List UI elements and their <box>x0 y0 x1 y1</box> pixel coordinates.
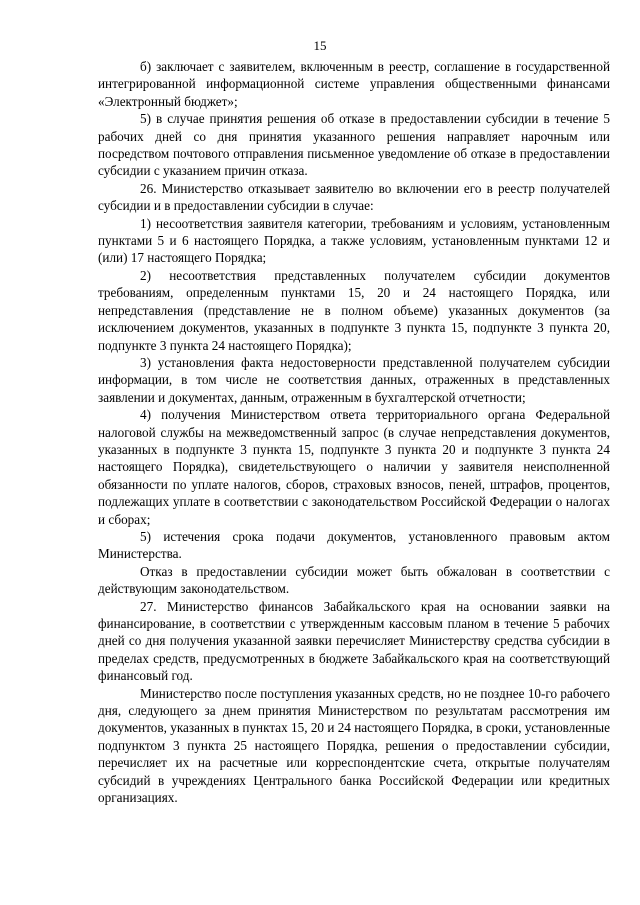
paragraph-transfer: Министерство после поступления указанных средств, но не позднее 10-го рабочего дня, следующего за днем принятия Министерством по результатам рассмотрения им документов, указанных в пунктах 15, 20 и 24 настоящего Порядка, в сроки, установленные подпунктом 3 пункта 25 настоящего Порядка, решения о предоставлении субсидии, перечисляет их на расчетные или корреспондентские счета, открытые получателям субсидий в учреждениях Центрального банка Российской Федерации или кредитных организациях. <box>98 685 610 806</box>
paragraph-26-item-3: 3) установления факта недостоверности представленной получателем субсидии информации, в том числе не соответствия данных, отраженных в представленных заявлении и документах, данным, отраженным в бухгалтерской отчетности; <box>98 354 610 405</box>
paragraph-26-item-5: 5) истечения срока подачи документов, установленного правовым актом Министерства. <box>98 528 610 562</box>
paragraph-6-agreement: б) заключает с заявителем, включенным в реестр, соглашение в государственной интегрированной информационной системе управления общественными финансами «Электронный бюджет»; <box>98 59 610 109</box>
paragraph-27: 27. Министерство финансов Забайкальского края на основании заявки на финансирование, в соответствии с утвержденным кассовым планом в течение 5 рабочих дней со дня получения указанной заявки перечисляет Министерству средства субсидии в пределах средств, предусмотренных в бюджете Забайкальского края на соответствующий финансовый год. <box>98 598 610 684</box>
page-number: 15 <box>313 38 327 53</box>
paragraph-5-refusal-notice: 5) в случае принятия решения об отказе в предоставлении субсидии в течение 5 рабочих дней со дня принятия указанного решения направляет нарочным или посредством почтового отправления письменное уведомление об отказе в предоставлении субсидии с указанием причин отказа. <box>98 111 610 179</box>
paragraph-26-intro: 26. Министерство отказывает заявителю во включении его в реестр получателей субсидии и в предоставлении субсидии в случае: <box>98 180 610 214</box>
paragraph-26-item-1: 1) несоответствия заявителя категории, требованиям и условиям, установленным пунктами 5 и 6 настоящего Порядка, а также условиям, установленным пунктами 12 и (или) 17 настоящего Порядка; <box>98 215 610 266</box>
paragraph-26-item-2: 2) несоответствия представленных получателем субсидии документов требованиям, определенным пунктами 15, 20 и 24 настоящего Порядка, или непредставления (представление не в полном объеме) указанных документов (за исключением документов, указанных в подпункте 3 пункта 15, подпункте 3 пункта 20, подпункте 3 пункта 24 настоящего Порядка); <box>98 267 610 353</box>
paragraph-26-item-4: 4) получения Министерством ответа территориального органа Федеральной налоговой службы на межведомственный запрос (в случае непредставления документов, указанных в подпункте 3 пункта 15, подпункте 3 пункта 20 и подпункте 3 пункта 24 настоящего Порядка), свидетельствующего о наличии у заявителя неисполненной обязанности по уплате налогов, сборов, страховых взносов, пеней, штрафов, процентов, подлежащих уплате в соответствии с законодательством Российской Федерации о налогах и сборах; <box>98 407 610 527</box>
document-body <box>98 58 610 806</box>
paragraph-appeal: Отказ в предоставлении субсидии может быть обжалован в соответствии с действующим законодательством. <box>98 563 610 597</box>
